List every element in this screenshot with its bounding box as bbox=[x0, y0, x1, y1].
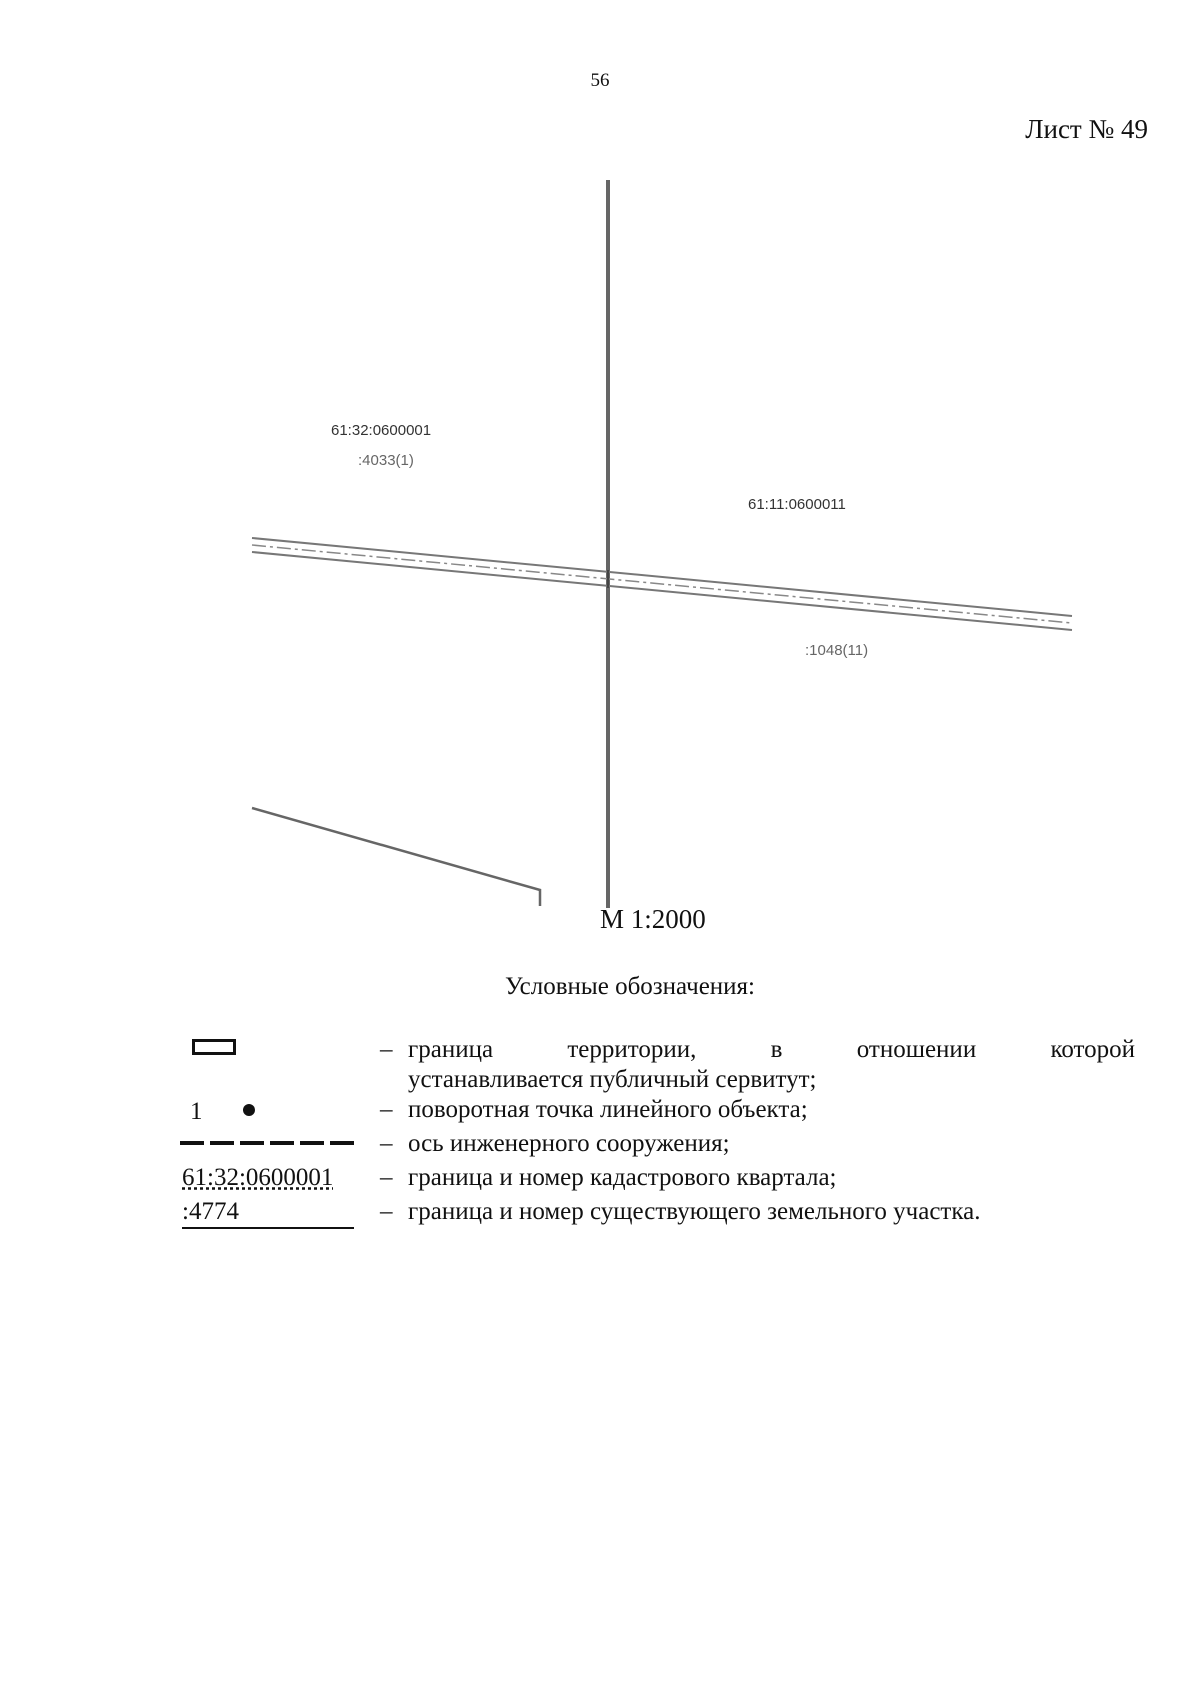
legend-item bbox=[180, 1163, 1135, 1197]
legend-item bbox=[180, 1197, 1135, 1231]
sheet-label: Лист № 49 bbox=[1025, 114, 1148, 144]
legend-item bbox=[180, 1129, 1135, 1163]
legend-symbol bbox=[180, 1095, 380, 1129]
dashed-axis-icon bbox=[180, 1141, 354, 1145]
parcel-label-left: :4033(1) bbox=[358, 452, 414, 469]
legend-text-line: граница территории, в отношении которой bbox=[408, 1036, 1135, 1063]
parcel-number-sample: :4774 bbox=[182, 1197, 354, 1229]
legend-title: Условные обозначения: bbox=[504, 973, 756, 1000]
legend-dash: – bbox=[380, 1096, 393, 1123]
legend-text: ось инженерного сооружения; bbox=[408, 1130, 730, 1157]
legend-symbol bbox=[180, 1035, 380, 1069]
point-number: 1 bbox=[190, 1098, 203, 1125]
engineering-axis-line bbox=[252, 545, 1072, 623]
legend-item bbox=[180, 1095, 1135, 1129]
legend-text bbox=[408, 1035, 1135, 1095]
legend-text: граница и номер кадастрового квартала; bbox=[408, 1164, 837, 1191]
turning-point-icon bbox=[243, 1104, 255, 1116]
legend-text: поворотная точка линейного объекта; bbox=[408, 1096, 808, 1123]
legend bbox=[180, 1035, 1135, 1231]
boundary-rectangle-icon bbox=[192, 1039, 236, 1055]
parcel-boundary-line bbox=[252, 808, 540, 906]
easement-boundary-upper bbox=[252, 538, 1072, 616]
legend-dash: – bbox=[380, 1036, 393, 1063]
quarter-label-left: 61:32:0600001 bbox=[331, 422, 432, 439]
legend-symbol bbox=[180, 1129, 380, 1163]
legend-item bbox=[180, 1035, 1135, 1095]
map-scale: М 1:2000 bbox=[600, 904, 706, 934]
legend-dash: – bbox=[380, 1164, 393, 1191]
legend-text: граница и номер существующего земельного участка. bbox=[408, 1198, 981, 1225]
legend-text-line: устанавливается публичный сервитут; bbox=[408, 1066, 817, 1093]
quarter-number-sample: 61:32:0600001 bbox=[182, 1164, 334, 1191]
legend-dash: – bbox=[380, 1198, 393, 1225]
legend-symbol bbox=[180, 1163, 380, 1197]
legend-symbol bbox=[180, 1197, 380, 1231]
parcel-label-right: :1048(11) bbox=[805, 642, 869, 659]
page-number: 56 bbox=[590, 70, 610, 91]
quarter-label-right: 61:11:0600011 bbox=[748, 496, 846, 513]
easement-boundary-lower bbox=[252, 552, 1072, 630]
legend-dash: – bbox=[380, 1130, 393, 1157]
